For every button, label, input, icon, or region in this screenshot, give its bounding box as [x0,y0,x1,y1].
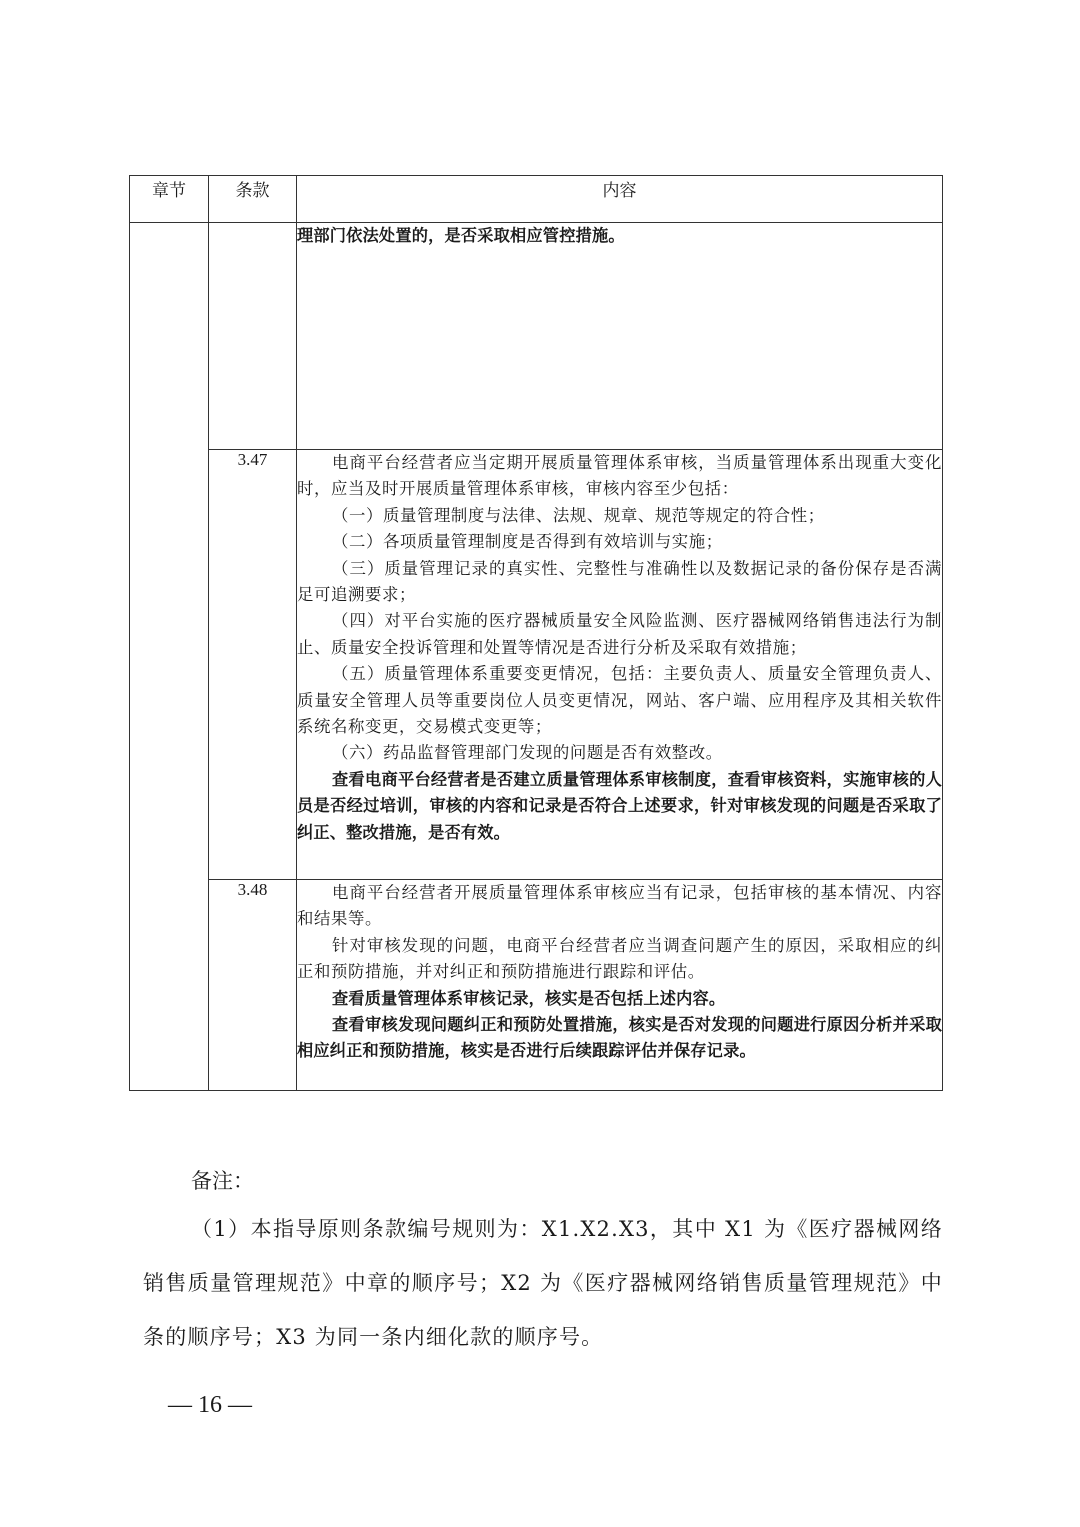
notes-text: （1）本指导原则条款编号规则为：X1.X2.X3，其中 X1 为《医疗器械网络销售质量管理规范》中章的顺序号；X2 为《医疗器械网络销售质量管理规范》中条的顺序号；X3 为同一条内细化款的顺序号。 [143,1217,943,1349]
paragraph: 电商平台经营者应当定期开展质量管理体系审核，当质量管理体系出现重大变化时，应当及时开展质量管理体系审核，审核内容至少包括： [297,453,942,499]
inspection-text: 查看审核发现问题纠正和预防处置措施，核实是否对发现的问题进行原因分析并采取相应纠正和预防措施，核实是否进行后续跟踪评估并保存记录。 [297,1015,942,1061]
header-clause: 条款 [209,176,297,223]
notes-section [143,1160,943,1364]
paragraph: 电商平台经营者开展质量管理体系审核应当有记录，包括审核的基本情况、内容和结果等。 [297,883,942,929]
paragraph: （二）各项质量管理制度是否得到有效培训与实施； [332,532,723,552]
notes-title: 备注： [191,1169,254,1193]
continued-bold-text: 理部门依法处置的，是否采取相应管控措施。 [297,226,625,245]
table-row-3-47 [130,450,943,880]
header-chapter: 章节 [130,176,209,223]
clause-3-47: 3.47 [209,450,297,880]
content-cell-3-47 [297,450,943,880]
clause-3-48: 3.48 [209,880,297,1091]
inspection-text: 查看质量管理体系审核记录，核实是否包括上述内容。 [332,988,726,1008]
paragraph: 针对审核发现的问题，电商平台经营者应当调查问题产生的原因，采取相应的纠正和预防措施，并对纠正和预防措施进行跟踪和评估。 [297,935,942,982]
table-row-continued [130,223,943,450]
paragraph: （四）对平台实施的医疗器械质量安全风险监测、医疗器械网络销售违法行为制止、质量安全投诉管理和处置等情况是否进行分析及采取有效措施； [297,611,942,657]
content-cell-continued [297,223,943,450]
paragraph: （六）药品监督管理部门发现的问题是否有效整改。 [332,743,723,763]
page-number: — 16 — [168,1392,252,1418]
clause-cell-continued [209,223,297,450]
table-row-3-48 [130,880,943,1091]
header-content: 内容 [297,176,943,223]
table-header-row [130,176,943,223]
content-cell-3-48 [297,880,943,1091]
review-table [129,175,943,1091]
paragraph: （三）质量管理记录的真实性、完整性与准确性以及数据记录的备份保存是否满足可追溯要求； [297,558,942,605]
chapter-cell [130,223,209,1091]
paragraph: （五）质量管理体系重要变更情况，包括：主要负责人、质量安全管理负责人、质量安全管理人员等重要岗位人员变更情况，网站、客户端、应用程序及其相关软件系统名称变更，交易模式变更等； [297,664,942,737]
inspection-text: 查看电商平台经营者是否建立质量管理体系审核制度，查看审核资料，实施审核的人员是否经过培训，审核的内容和记录是否符合上述要求，针对审核发现的问题是否采取了纠正、整改措施，是否有效。 [297,769,942,842]
paragraph: （一）质量管理制度与法律、法规、规章、规范等规定的符合性； [332,505,825,525]
